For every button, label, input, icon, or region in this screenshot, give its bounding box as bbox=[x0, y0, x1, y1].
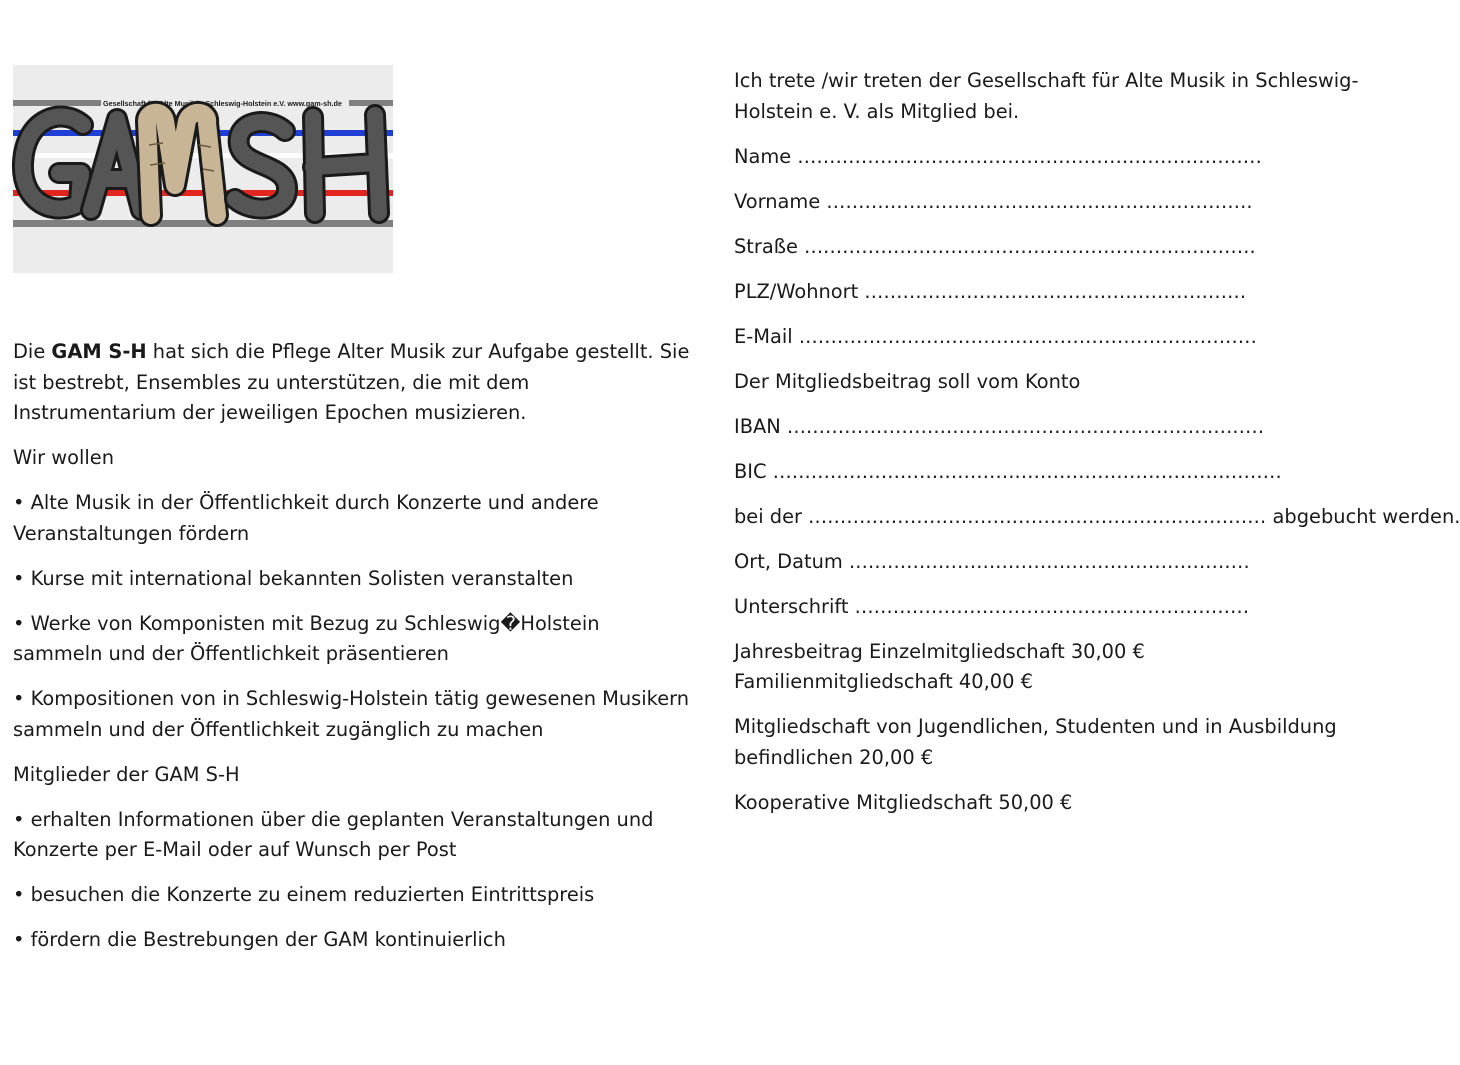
vorname-field[interactable] bbox=[734, 187, 1360, 218]
gam-sh-logo-graphic bbox=[13, 65, 393, 273]
intro-paragraph bbox=[13, 337, 693, 429]
unterschrift-label: Unterschrift bbox=[734, 594, 849, 618]
ort-datum-label: Ort, Datum bbox=[734, 549, 843, 573]
brand-name: GAM S-H bbox=[51, 340, 147, 363]
goal-item: • Kurse mit international bekannten Solisten veranstalten bbox=[13, 566, 574, 590]
vorname-fill-line[interactable]: ................................................................... bbox=[826, 189, 1253, 213]
unterschrift-field[interactable] bbox=[734, 592, 1360, 623]
members-heading: Mitglieder der GAM S-H bbox=[13, 762, 240, 786]
goals-heading: Wir wollen bbox=[13, 446, 114, 469]
strasse-fill-line[interactable]: ....................................................................... bbox=[804, 234, 1256, 258]
about-section bbox=[13, 337, 693, 970]
konto-text: Der Mitgliedsbeitrag soll vom Konto bbox=[734, 369, 1081, 393]
strasse-label: Straße bbox=[734, 234, 798, 258]
ort-datum-fill-line[interactable]: ............................................................... bbox=[848, 549, 1250, 573]
bank-suffix: abgebucht werden. bbox=[1272, 504, 1460, 528]
vorname-label: Vorname bbox=[734, 189, 821, 213]
name-label: Name bbox=[734, 144, 792, 168]
plz-wohnort-label: PLZ/Wohnort bbox=[734, 279, 859, 303]
bic-field[interactable] bbox=[734, 457, 1360, 488]
intro-suffix: hat sich die Pflege Alter Musik zur Aufgabe gestellt. Sie ist bestrebt, Ensembles zu unterstützen, die mit dem Instrumentarium der jeweiligen Epochen musizieren. bbox=[13, 340, 690, 424]
plz-wohnort-fill-line[interactable]: ............................................................ bbox=[864, 279, 1247, 303]
name-field[interactable] bbox=[734, 142, 1360, 173]
bic-label: BIC bbox=[734, 459, 767, 483]
logo-tagline: Gesellschaft für Alte Musik in Schleswig-Holstein e.V. www.gam-sh.de bbox=[103, 99, 342, 108]
ort-datum-field[interactable] bbox=[734, 547, 1360, 578]
strasse-field[interactable] bbox=[734, 232, 1360, 263]
email-fill-line[interactable]: ........................................................................ bbox=[798, 324, 1258, 348]
form-intro: Ich trete /wir treten der Gesellschaft für Alte Musik in Schleswig-Holstein e. V. als Mitglied bei. bbox=[734, 69, 1359, 123]
member-benefit-item: • erhalten Informationen über die geplanten Veranstaltungen und Konzerte per E-Mail oder auf Wunsch per Post bbox=[13, 807, 654, 861]
goal-item: • Werke von Komponisten mit Bezug zu Schleswig�Holstein sammeln und der Öffentlichkeit präsentieren bbox=[13, 611, 600, 665]
email-field[interactable] bbox=[734, 322, 1360, 353]
iban-fill-line[interactable]: ........................................................................... bbox=[786, 414, 1265, 438]
bank-field[interactable] bbox=[734, 502, 1460, 533]
email-label: E-Mail bbox=[734, 324, 793, 348]
fee-info: Jahresbeitrag Einzelmitgliedschaft 30,00 € Familienmitgliedschaft 40,00 € bbox=[734, 639, 1145, 693]
goal-item: • Alte Musik in der Öffentlichkeit durch Konzerte und andere Veranstaltungen fördern bbox=[13, 491, 599, 545]
gam-sh-logo bbox=[13, 65, 393, 273]
name-fill-line[interactable]: ......................................................................... bbox=[797, 144, 1262, 168]
bank-fill-line[interactable]: ........................................................................ bbox=[808, 504, 1267, 528]
fee-info: Kooperative Mitgliedschaft 50,00 € bbox=[734, 790, 1073, 814]
iban-label: IBAN bbox=[734, 414, 781, 438]
goal-item: • Kompositionen von in Schleswig-Holstein tätig gewesenen Musikern sammeln und der Öffentlichkeit zugänglich zu machen bbox=[13, 687, 690, 741]
iban-field[interactable] bbox=[734, 412, 1360, 443]
member-benefit-item: • besuchen die Konzerte zu einem reduzierten Eintrittspreis bbox=[13, 883, 595, 906]
plz-wohnort-field[interactable] bbox=[734, 277, 1360, 308]
bic-fill-line[interactable]: ................................................................................ bbox=[772, 459, 1282, 483]
member-benefit-item: • fördern die Bestrebungen der GAM kontinuierlich bbox=[13, 928, 506, 951]
intro-prefix: Die bbox=[13, 340, 52, 363]
bank-label: bei der bbox=[734, 504, 802, 528]
fee-info: Mitgliedschaft von Jugendlichen, Studenten und in Ausbildung befindlichen 20,00 € bbox=[734, 715, 1337, 769]
unterschrift-fill-line[interactable]: .............................................................. bbox=[854, 594, 1250, 618]
membership-form bbox=[734, 66, 1460, 833]
